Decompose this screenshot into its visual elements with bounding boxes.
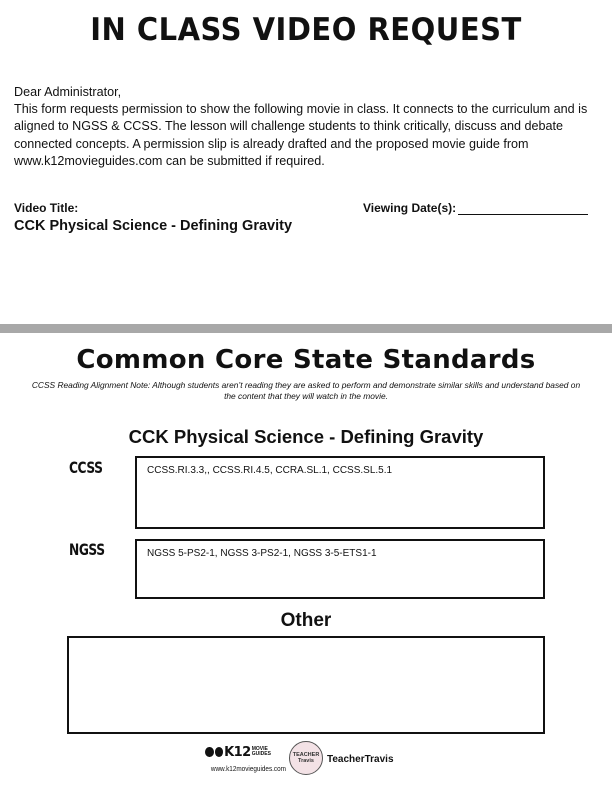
teacher-travis-badge [289,741,323,775]
viewing-date-blank[interactable] [458,203,588,215]
k12-logo-text: K12 [224,744,251,760]
form-title: IN CLASS VIDEO REQUEST [90,10,522,48]
standards-heading: Common Core State Standards [76,345,536,375]
other-heading: Other [280,610,332,631]
video-title-value: CCK Physical Science - Defining Gravity [14,218,293,234]
request-letter [14,84,598,170]
ccss-label: CCSS [69,458,103,477]
k12-url: www.k12movieguides.com [210,764,286,773]
ngss-standards-value: NGSS 5-PS2-1, NGSS 3-PS2-1, NGSS 3-5-ETS1-1 [147,548,377,559]
standards-video-title: CCK Physical Science - Defining Gravity [128,426,484,447]
k12-logo [205,740,286,780]
ngss-label: NGSS [69,540,105,559]
letter-body: This form requests permission to show the following movie in class. It connects to the curriculum and is aligned to NGSS & CCSS. The lesson will challenge students to think critically, discuss and debate connected concepts. A permission slip is already drafted and the proposed movie guide from www.k12movieguides.com can be submitted if required. [14,102,588,168]
film-reel-icon [205,747,214,757]
viewing-date-field[interactable] [363,201,588,215]
ccss-box[interactable] [135,456,545,529]
k12-logo-small-text: MOVIE GUIDES [251,746,271,757]
video-title-label: Video Title: [14,201,79,215]
ccss-alignment-note: CCSS Reading Alignment Note: Although students aren’t reading they are asked to perform and demonstrate similar skills and understand based on the content that they will watch in the movie. [31,380,581,401]
viewing-date-label: Viewing Date(s): [363,201,457,215]
other-box[interactable] [67,636,545,734]
teacher-travis-badge-text: TEACHER Travis [292,752,320,764]
teacher-travis-name: TeacherTravis [327,754,394,765]
section-divider [0,324,612,333]
ccss-standards-value: CCSS.RI.3.3,, CCSS.RI.4.5, CCRA.SL.1, CCSS.SL.5.1 [147,465,393,476]
film-reel-icon [215,747,224,757]
ngss-box[interactable] [135,539,545,599]
letter-greeting: Dear Administrator, [14,85,122,99]
